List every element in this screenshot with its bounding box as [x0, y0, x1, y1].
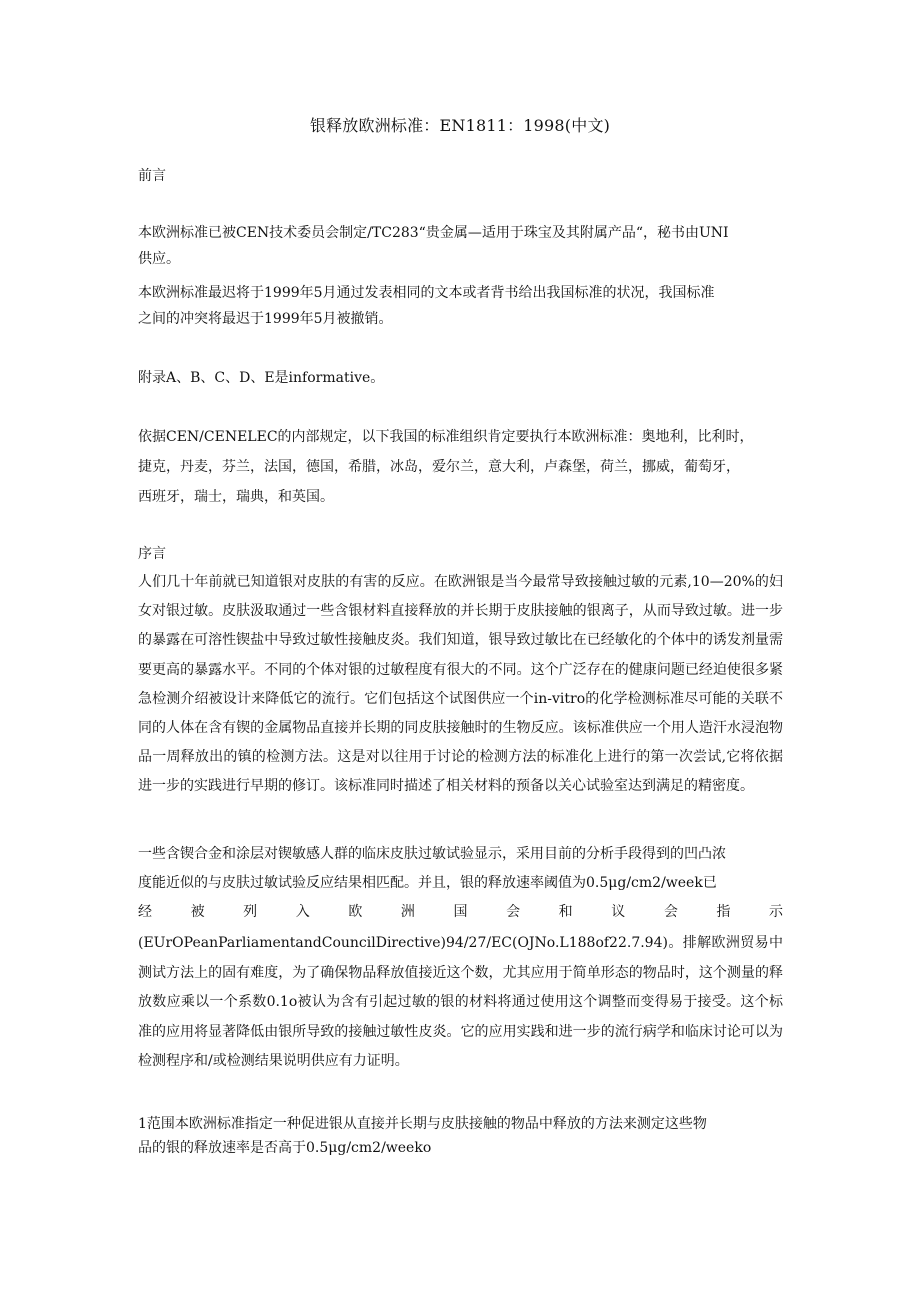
scope-line-1: 1范围本欧洲标准指定一种促进银从直接并长期与皮肤接触的物品中释放的方法来测定这些物	[138, 1116, 707, 1132]
foreword-paragraph-1-line-2: 供应。	[138, 251, 180, 267]
introduction-paragraph-2-line-3: 经被列入欧洲国会和议会指示	[138, 904, 783, 920]
introduction-heading: 序言	[138, 546, 166, 562]
foreword-paragraph-2-line-1: 本欧洲标准最迟将于1999年5月通过发表相同的文本或者背书给出我国标准的状况，我国标准	[138, 285, 715, 301]
document-title: 银释放欧洲标准：EN1811：1998(中文)	[309, 116, 611, 135]
introduction-paragraph-1: 人们几十年前就已知道银对皮肤的有害的反应。在欧洲银是当今最常导致接触过敏的元素,10—20%的妇女对银过敏。皮肤汲取通过一些含银材料直接释放的并长期于皮肤接触的银离子，从而导致过敏。进一步的暴露在可溶性锲盐中导致过敏性接触皮炎。我们知道，银导致过敏比在已经敏化的个体中的诱发剂量需要更高的暴露水平。不同的个体对银的过敏程度有很大的不同。这个广泛存在的健康问题已经迫使很多紧急检测介绍被设计来降低它的流行。它们包括这个试图供应一个in-vitro的化学检测标准尽可能的关联不同的人体在含有锲的金属物品直接并长期的同皮肤接触时的生物反应。该标准供应一个用人造汗水浸泡物品一周释放出的镇的检测方法。这是对以往用于讨论的检测方法的标准化上进行的第一次尝试,它将依据进一步的实践进行早期的修订。该标准同时描述了相关材料的预备以关心试验室达到满足的精密度。	[138, 574, 783, 795]
foreword-paragraph-2-line-2: 之间的冲突将最迟于1999年5月被撤销。	[138, 311, 393, 327]
foreword-heading: 前言	[138, 168, 166, 184]
cen-paragraph-line-1: 依据CEN/CENELEC的内部规定，以下我国的标准组织肯定要执行本欧洲标准：奥地利，比利时，	[138, 429, 754, 445]
introduction-paragraph-2-line-1: 一些含锲合金和涂层对锲敏感人群的临床皮肤过敏试验显示，采用目前的分析手段得到的凹凸浓	[138, 846, 726, 862]
scope-line-2: 品的银的释放速率是否高于0.5μg/cm2/weeko	[138, 1140, 432, 1156]
foreword-paragraph-1-line-1: 本欧洲标准已被CEN技术委员会制定/TC283“贵金属—适用于珠宝及其附属产品“，秘书由UNI	[138, 225, 729, 241]
introduction-paragraph-2-line-2: 度能近似的与皮肤过敏试验反应结果相匹配。并且，银的释放速率阈值为0.5μg/cm2/week已	[138, 875, 717, 891]
annex-note: 附录A、B、C、D、E是informative。	[138, 370, 385, 386]
cen-paragraph-line-2: 捷克，丹麦，芬兰，法国，德国，希腊，冰岛，爱尔兰，意大利，卢森堡，荷兰，挪威，葡萄牙，	[138, 459, 740, 475]
cen-paragraph-line-3: 西班牙，瑞士，瑞典，和英国。	[138, 489, 334, 505]
introduction-paragraph-2-rest: (EUrOPeanParliamentandCouncilDirective)94/27/EC(OJNo.L188of22.7.94)。排解欧洲贸易中测试方法上的固有难度，为了确保物品释放值接近这个数，尤其应用于简单形态的物品时，这个测量的释放数应乘以一个系数0.1o被认为含有引起过敏的银的材料将通过使用这个调整而变得易于接受。这个标准的应用将显著降低由银所导致的接触过敏性皮炎。它的应用实践和进一步的流行病学和临床讨论可以为检测程序和/或检测结果说明供应有力证明。	[138, 935, 783, 1069]
